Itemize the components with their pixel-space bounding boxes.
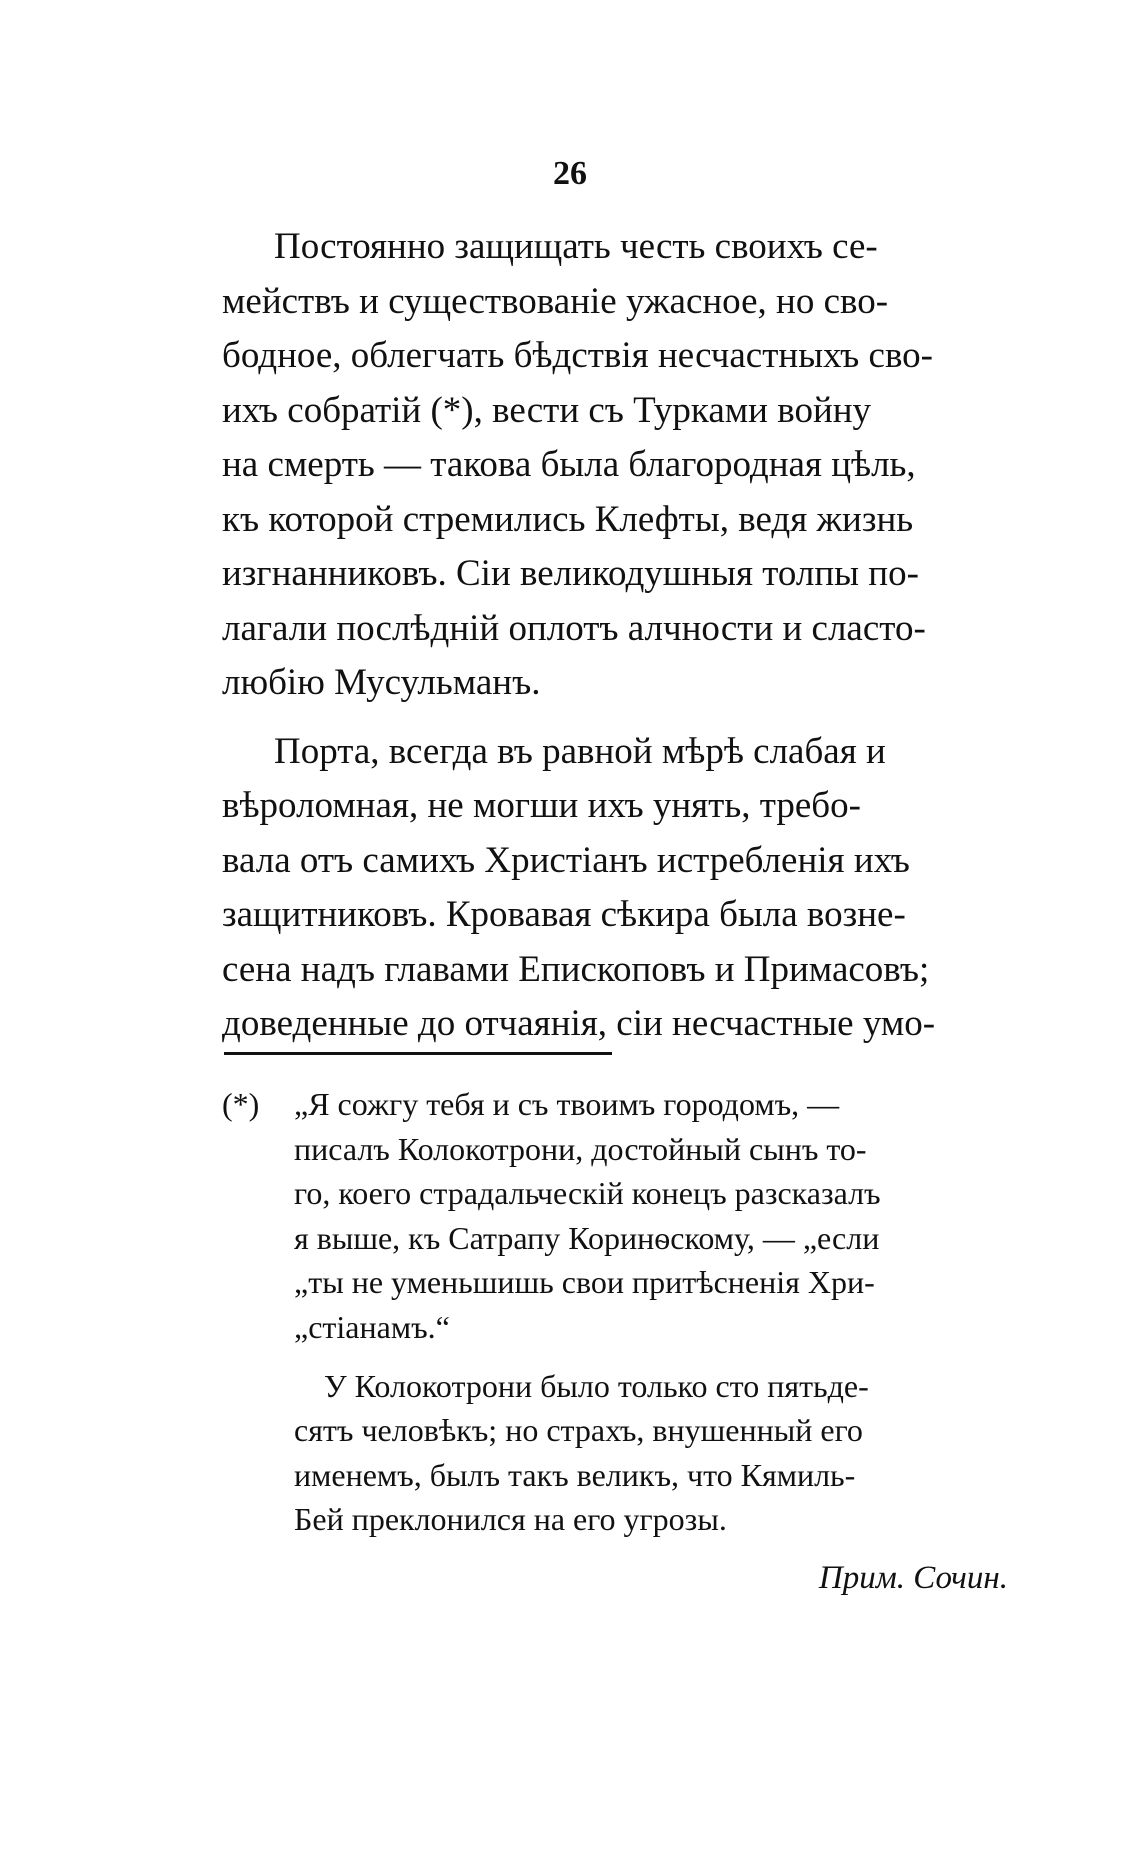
footnote-signature: Прим. Сочин. [818,1560,1008,1596]
text-line: любію Мусульманъ. [222,662,541,703]
footnote-divider [224,1052,612,1055]
page-number: 26 [553,155,587,192]
footnote-line: сятъ человѣкъ; но страхъ, внушенный его [294,1412,863,1449]
footnote-marker: (*) [222,1086,260,1122]
footnote-line: „стіанамъ.“ [294,1308,450,1345]
footnote-line: именемъ, былъ такъ великъ, что Кямиль- [294,1456,856,1493]
footnote-line: У Колокотрони было только сто пятьде- [324,1367,869,1404]
footnote-line: „ты не уменьшишь свои притѣсненія Хри- [294,1264,875,1301]
text-line: доведенные до отчаянія, сіи несчастные умо- [222,1003,936,1044]
text-line: вѣроломная, не могши ихъ унять, требо- [222,785,861,826]
text-line: къ которой стремились Клефты, ведя жизнь [222,498,914,540]
footnote-line: „Я сожгу тебя и съ твоимъ городомъ, — [294,1086,840,1122]
main-text [222,220,1022,1052]
text-line: Порта, всегда въ равной мѣрѣ слабая и [274,730,886,772]
footnote [222,1082,1022,1542]
text-line: мействъ и существованіе ужасное, но сво- [222,280,889,322]
text-line: Постоянно защищать честь своихъ се- [274,226,878,267]
text-line: ихъ собратій (*), вести съ Турками войну [222,389,872,431]
footnote-line: писалъ Колокотрони, достойный сынъ то- [294,1130,867,1167]
text-line: изгнанниковъ. Сіи великодушныя толпы по- [222,553,919,594]
text-line: сена надъ главами Епископовъ и Примасовъ; [222,948,930,990]
footnote-line: я выше, къ Сатрапу Коринѳскому, — „если [294,1219,880,1256]
text-line: вала отъ самихъ Христіанъ истребленія ихъ [222,839,910,881]
text-line: защитниковъ. Кровавая сѣкира была возне- [222,894,906,935]
footnote-line: Бей преклонился на его угрозы. [294,1501,727,1538]
footnote-line: го, коего страдальческій конецъ разсказалъ [294,1175,881,1212]
text-line: бодное, облегчать бѣдствія несчастныхъ сво- [222,335,933,376]
text-line: лагали послѣдній оплотъ алчности и сласто- [222,607,926,649]
text-line: на смерть — такова была благородная цѣль, [222,444,916,485]
